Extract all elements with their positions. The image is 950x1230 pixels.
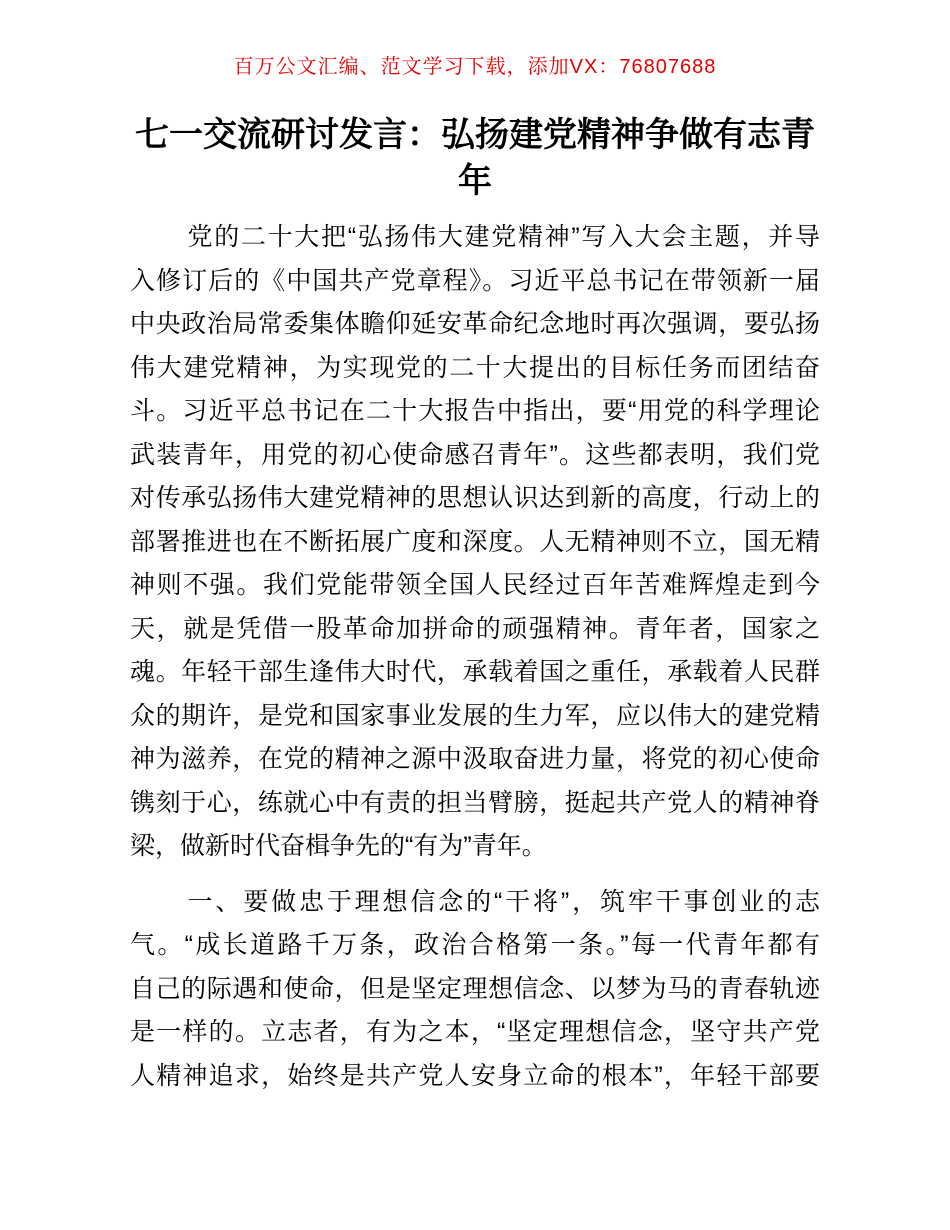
body-line: 气。“成长道路千万条，政治合格第一条。”每一代青年都有 [130,931,820,959]
body-line: 神为滋养，在党的精神之源中汲取奋进力量，将党的初心使命 [130,745,820,773]
document-title [130,112,820,204]
body-line: 武装青年，用党的初心使命感召青年”。这些都表明，我们党 [130,440,820,469]
title-line-2: 年 [458,162,492,200]
body-line: 对传承弘扬伟大建党精神的思想认识达到新的高度，行动上的 [130,484,820,512]
body-line: 天，就是凭借一股革命加拼命的顽强精神。青年者，国家之 [130,614,820,643]
paragraph-1 [130,216,820,869]
body-line: 是一样的。立志者，有为之本，“坚定理想信念，坚守共产党 [130,1018,820,1046]
body-line: 党的二十大把“弘扬伟大建党精神”写入大会主题，并导 [187,223,820,251]
body-line: 斗。习近平总书记在二十大报告中指出，要“用党的科学理论 [130,397,820,425]
body-line: 梁，做新时代奋楫争先的“有为”青年。 [130,832,547,860]
paragraph-2 [130,881,820,1099]
body-line: 自己的际遇和使命，但是坚定理想信念、以梦为马的青春轨迹 [130,974,820,1003]
body-line: 部署推进也在不断拓展广度和深度。人无精神则不立，国无精 [130,527,820,556]
body-line: 伟大建党精神，为实现党的二十大提出的目标任务而团结奋 [130,353,820,382]
watermark-notice: 百万公文汇编、范文学习下载，添加VX：76807688 [233,56,717,78]
title-line-1: 七一交流研讨发言：弘扬建党精神争做有志青 [135,116,815,154]
body-line: 一、要做忠于理想信念的“干将”，筑牢干事创业的志 [187,887,820,916]
body-line: 镌刻于心，练就心中有责的担当臂膀，挺起共产党人的精神脊 [130,788,820,817]
body-line: 众的期许，是党和国家事业发展的生力军，应以伟大的建党精 [130,701,820,730]
body-line: 中央政治局常委集体瞻仰延安革命纪念地时再次强调，要弘扬 [130,310,820,338]
body-line: 人精神追求，始终是共产党人安身立命的根本”，年轻干部要 [130,1061,820,1090]
body-line: 神则不强。我们党能带领全国人民经过百年苦难辉煌走到今 [130,571,820,599]
body-line: 魂。年轻干部生逢伟大时代，承载着国之重任，承载着人民群 [130,658,820,686]
body-line: 入修订后的《中国共产党章程》。习近平总书记在带领新一届 [130,266,820,295]
document-body [130,216,820,1098]
